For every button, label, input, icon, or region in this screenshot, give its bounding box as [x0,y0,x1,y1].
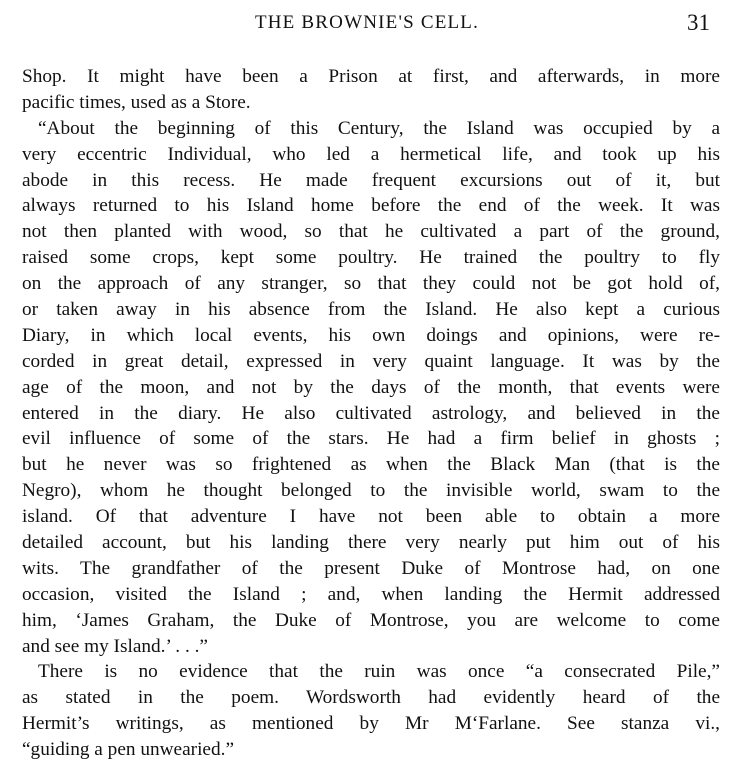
text-line: age of the moon, and not by the days of the month, that events were [22,376,720,398]
text-line: very eccentric Individual, who led a hermetical life, and took up his [22,143,720,165]
running-head [22,12,712,42]
text-line: Negro), whom he thought belonged to the invisible world, swam to the [22,480,720,502]
text-line: Shop. It might have been a Prison at first, and afterwards, in more [22,66,720,87]
text-line: him, ‘James Graham, the Duke of Montrose, you are welcome to come [22,609,720,631]
text-line: “About the beginning of this Century, the Island was occupied by a [38,117,720,139]
text-line: as stated in the poem. Wordsworth had evidently heard of the [22,687,720,709]
text-line: wits. The grandfather of the present Duke of Montrose had, on one [22,557,720,579]
text-line: always returned to his Island home before the end of the week. It was [22,195,720,217]
text-line: corded in great detail, expressed in very quaint language. It was by the [22,350,720,372]
text-line: island. Of that adventure I have not been able to obtain a more [22,506,720,528]
text-line: abode in this recess. He made frequent excursions out of it, but [22,169,720,191]
body-text [22,64,720,763]
text-line: Diary, in which local events, his own doings and opinions, were re- [22,324,720,346]
text-line: evil influence of some of the stars. He had a firm belief in ghosts ; [22,428,720,450]
text-line: detailed account, but his landing there very nearly put him out of his [22,532,720,554]
text-line: entered in the diary. He also cultivated astrology, and believed in the [22,402,720,424]
text-line: Hermit’s writings, as mentioned by Mr M‘Farlane. See stanza vi., [22,713,720,735]
text-line: “guiding a pen unwearied.” [22,739,235,761]
text-line: There is no evidence that the ruin was once “a consecrated Pile,” [38,661,720,683]
text-line: not then planted with wood, so that he cultivated a part of the ground, [22,221,720,243]
text-line: and see my Island.’ . . .” [22,635,208,657]
text-line: occasion, visited the Island ; and, when landing the Hermit addressed [22,583,720,605]
text-line: on the approach of any stranger, so that they could not be got hold of, [22,273,720,295]
page-title: THE BROWNIE'S CELL. [254,12,480,33]
text-line: but he never was so frightened as when the Black Man (that is the [22,454,720,476]
page-number: 31 [687,10,710,35]
text-line: raised some crops, kept some poultry. He trained the poultry to fly [22,247,720,269]
text-line: pacific times, used as a Store. [22,91,251,113]
text-line: or taken away in his absence from the Island. He also kept a curious [22,299,720,321]
